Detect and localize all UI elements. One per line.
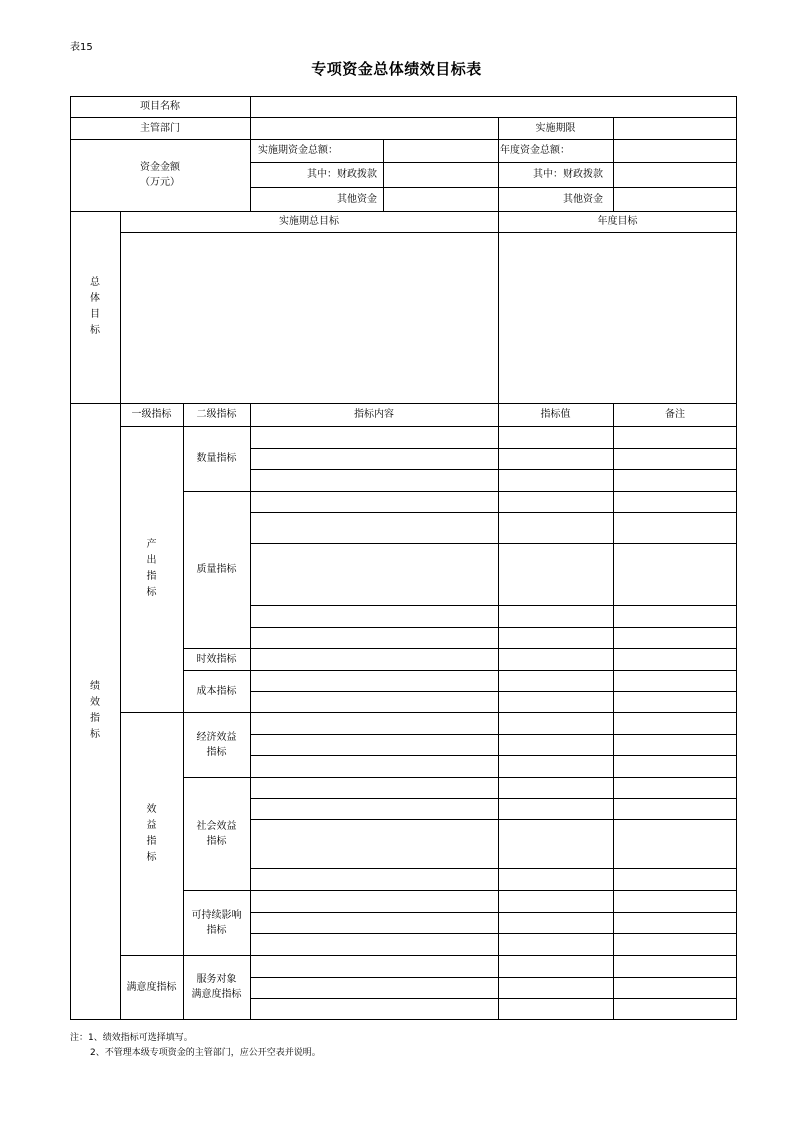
fund-amount-label: 资金金额 （万元）	[140, 162, 180, 188]
quantity-indicators-label: 数量指标	[196, 453, 237, 464]
project-name-label: 项目名称	[140, 101, 180, 112]
level1-header: 一级指标	[131, 409, 172, 420]
fiscal-alloc-label-annual: 其中：财政拨款	[533, 169, 603, 180]
sustainable-indicators-label: 可持续影响 指标	[191, 909, 242, 936]
footnote-1: 注：1、绩效指标可选择填写。	[70, 1033, 193, 1043]
satisfaction-indicators-label: 满意度指标	[126, 981, 177, 993]
overall-goal-label	[70, 211, 120, 403]
department-label: 主管部门	[140, 122, 180, 134]
performance-indicators-text: 绩效指标	[90, 681, 100, 740]
level2-header: 二级指标	[196, 409, 237, 420]
total-fund-label: 实施期资金总额：	[258, 145, 338, 156]
period-label: 实施期限	[535, 122, 576, 134]
footnote-2: 2、不管理本级专项资金的主管部门，应公开空表并说明。	[90, 1048, 321, 1058]
footnotes	[70, 1031, 321, 1061]
performance-indicators-label	[70, 403, 120, 1019]
quality-indicators-label: 质量指标	[196, 564, 237, 575]
period-goal-header: 实施期总目标	[279, 216, 339, 227]
annual-goal-header: 年度目标	[597, 216, 638, 227]
other-fund-label: 其他资金	[337, 193, 377, 205]
benefit-indicators-label	[120, 712, 183, 955]
benefit-indicators-text: 效益指标	[146, 803, 157, 863]
cost-indicators-label: 成本指标	[196, 685, 237, 697]
content-header: 指标内容	[354, 409, 394, 420]
value-header: 指标值	[540, 409, 571, 420]
social-indicators-label: 社会效益 指标	[196, 820, 237, 847]
economic-indicators-label: 经济效益 指标	[196, 731, 237, 758]
fiscal-alloc-label: 其中：财政拨款	[307, 169, 377, 180]
remark-header: 备注	[665, 409, 685, 420]
overall-goal-text: 总体目标	[90, 277, 100, 336]
page-title: 专项资金总体绩效目标表	[311, 60, 482, 78]
annual-fund-label: 年度资金总额：	[500, 145, 570, 156]
output-indicators-label	[120, 426, 183, 712]
timeliness-indicators-label: 时效指标	[196, 653, 237, 665]
table-number: 表15	[70, 42, 93, 53]
service-satisfaction-label: 服务对象 满意度指标	[191, 974, 242, 1000]
output-indicators-text: 产出指标	[146, 539, 157, 598]
other-fund-label-annual: 其他资金	[563, 193, 603, 205]
